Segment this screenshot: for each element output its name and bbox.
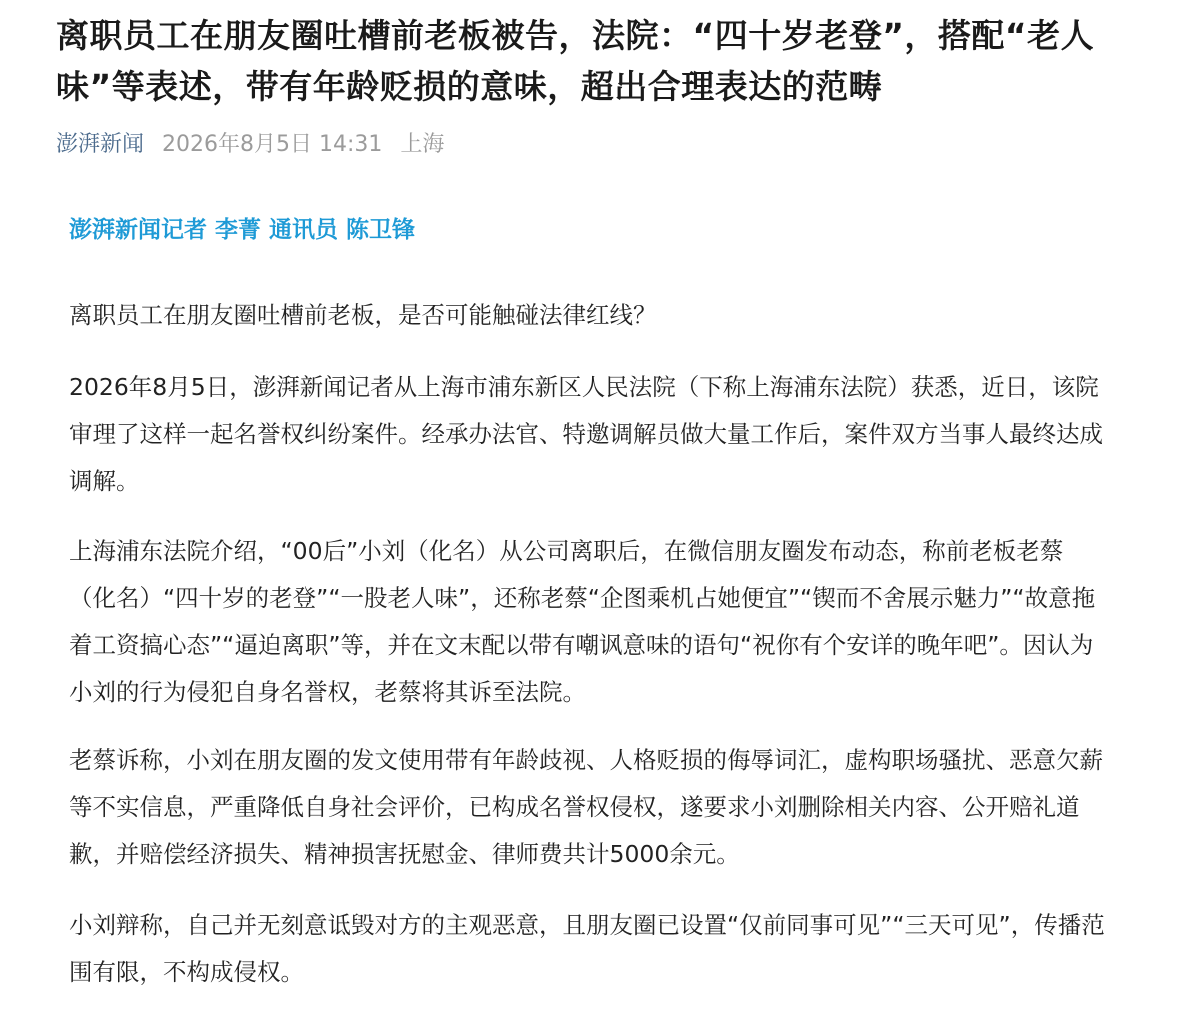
paragraph: 上海浦东法院介绍，“00后”小刘（化名）从公司离职后，在微信朋友圈发布动态，称前老板老蔡（化名）“四十岁的老登”“一股老人味”，还称老蔡“企图乘机占她便宜”“锲而不舍展示魅力”“故意拖着工资搞心态”“逼迫离职”等，并在文末配以带有嘲讽意味的语句“祝你有个安详的晚年吧”。因认为小刘的行为侵犯自身名誉权，老蔡将其诉至法院。 <box>69 537 1096 706</box>
byline: 澎湃新闻记者 李菁 通讯员 陈卫锋 <box>69 217 416 243</box>
article-headline: 离职员工在朋友圈吐槽前老板被告，法院：“四十岁老登”，搭配“老人味”等表述，带有年龄贬损的意味，超出合理表达的范畴 <box>56 16 1095 106</box>
source-link[interactable]: 澎湃新闻 <box>56 131 145 157</box>
location-label: 上海 <box>400 131 445 157</box>
paragraph: 小刘辩称，自己并无刻意诋毁对方的主观恶意，且朋友圈已设置“仅前同事可见”“三天可见”，传播范围有限，不构成侵权。 <box>69 911 1105 986</box>
paragraph: 2026年8月5日，澎湃新闻记者从上海市浦东新区人民法院（下称上海浦东法院）获悉，近日，该院审理了这样一起名誉权纠纷案件。经承办法官、特邀调解员做大量工作后，案件双方当事人最终达成调解。 <box>69 373 1103 495</box>
paragraph: 老蔡诉称，小刘在朋友圈的发文使用带有年龄歧视、人格贬损的侮辱词汇，虚构职场骚扰、恶意欠薪等不实信息，严重降低自身社会评价，已构成名誉权侵权，遂要求小刘删除相关内容、公开赔礼道歉，并赔偿经济损失、精神损害抚慰金、律师费共计5000余元。 <box>69 746 1103 868</box>
publish-datetime: 2026年8月5日 14:31 <box>162 131 383 157</box>
article-meta <box>56 122 444 162</box>
paragraph: 离职员工在朋友圈吐槽前老板，是否可能触碰法律红线？ <box>69 301 657 329</box>
